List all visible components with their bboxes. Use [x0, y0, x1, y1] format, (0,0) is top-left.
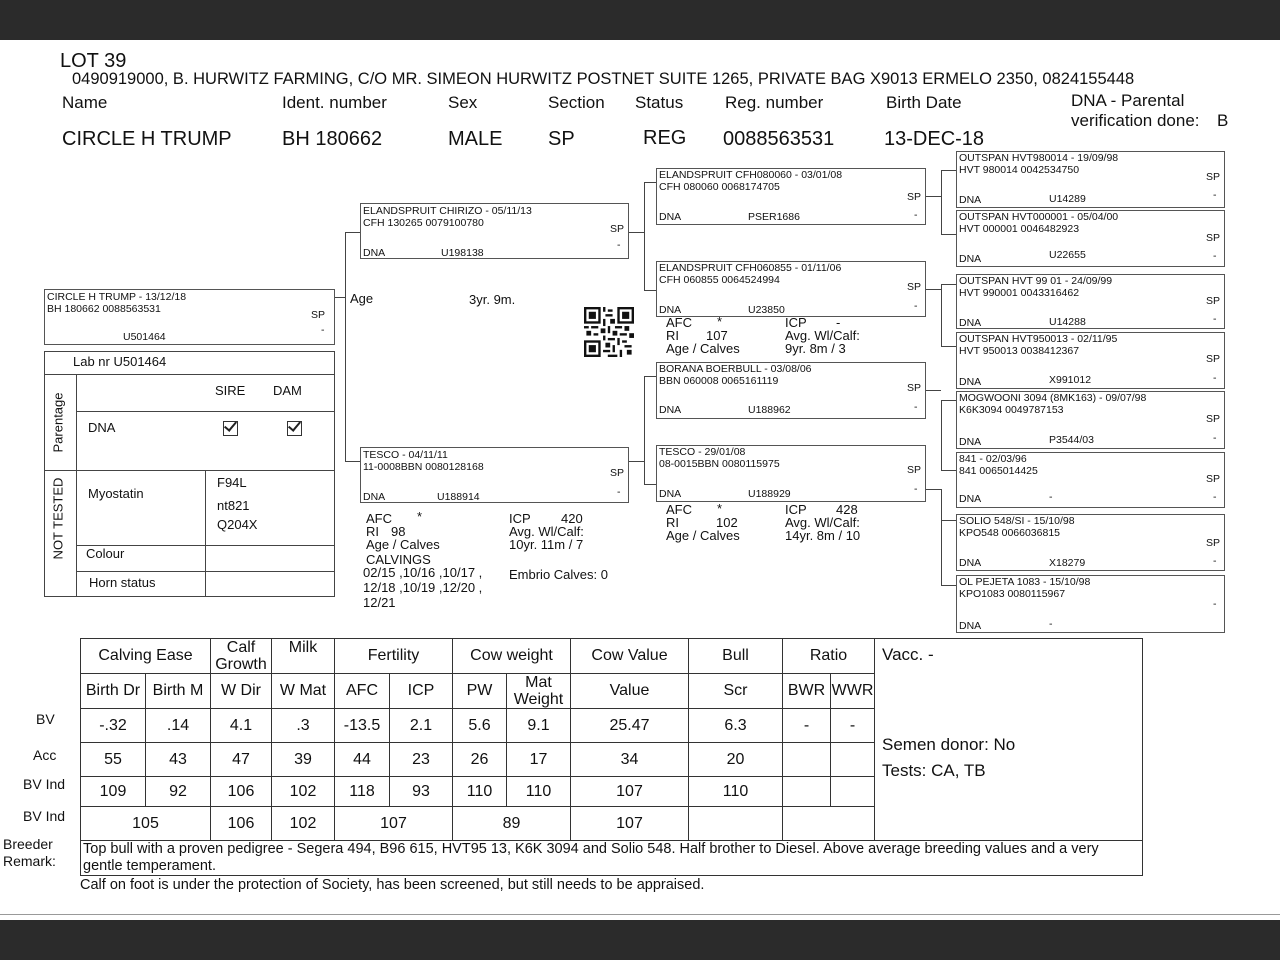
subject-code: U501464 — [123, 331, 166, 343]
ind2-cell — [783, 807, 875, 841]
ggp-code: U14288 — [1049, 316, 1086, 328]
lab-dam-label: DAM — [273, 383, 302, 398]
acc-cell: 43 — [146, 743, 211, 777]
dam-avg-value: 10yr. 11m / 7 — [509, 537, 584, 552]
ggp-code: P3544/03 — [1049, 434, 1094, 446]
age-label: Age — [350, 291, 374, 306]
gp2-afc-value: * — [717, 314, 723, 329]
ind2-cell: 107 — [571, 807, 689, 841]
ggp-sp: SP — [1206, 413, 1221, 425]
ind-cell: 107 — [571, 777, 689, 807]
bv-cell: 6.3 — [689, 709, 783, 743]
col-afc: AFC — [335, 674, 390, 709]
great-grandparent-box — [956, 452, 1225, 508]
dam-title: TESCO - 04/11/11 — [363, 449, 448, 461]
gp4-icp-label: ICP — [785, 502, 807, 517]
animal-reg: 0088563531 — [723, 128, 835, 150]
ggp-title: SOLIO 548/SI - 15/10/98 — [959, 515, 1075, 527]
ggp-dna: DNA — [959, 557, 982, 569]
ggp-sp: SP — [1206, 232, 1221, 244]
great-grandparent-box — [956, 210, 1225, 267]
dam-check-icon — [287, 421, 302, 441]
gp-dash: - — [914, 401, 918, 413]
colour-label: Colour — [86, 546, 125, 561]
subject-box — [44, 289, 335, 345]
sire-dna: DNA — [363, 247, 386, 259]
bv-cell: -.32 — [81, 709, 146, 743]
acc-cell: 39 — [272, 743, 335, 777]
dam-ri-value: 98 — [391, 524, 406, 539]
ggp-dash: - — [1213, 372, 1217, 384]
ggp-dash: - — [1213, 491, 1217, 503]
gp-dash: - — [914, 300, 918, 312]
gp-dna: DNA — [659, 211, 682, 223]
ind2-cell: 102 — [272, 807, 335, 841]
gp-title: BORANA BOERBULL - 03/08/06 — [659, 363, 812, 375]
ggp-sp: SP — [1206, 295, 1221, 307]
gp4-afc-label: AFC — [666, 502, 692, 517]
gp2-icp-label: ICP — [785, 315, 807, 330]
col-w-dir: W Dir — [211, 674, 272, 709]
acc-cell: 44 — [335, 743, 390, 777]
dam-avg-label: Avg. Wl/Calf: — [509, 524, 584, 539]
ggp-ids: HVT 000001 0046482923 — [959, 223, 1080, 235]
grandparent-box — [656, 261, 926, 317]
col-mat-weight: Mat Weight — [507, 674, 571, 709]
gp4-age-calves-label: Age / Calves — [666, 528, 740, 543]
ggp-ids: KPO1083 0080115967 — [959, 588, 1066, 600]
animal-section: SP — [548, 128, 575, 150]
header-dna-2: verification done: — [1071, 111, 1200, 130]
acc-cell: 17 — [507, 743, 571, 777]
dam-box — [360, 447, 629, 503]
ggp-sp: SP — [1206, 537, 1221, 549]
ggp-code: U22655 — [1049, 249, 1086, 261]
great-grandparent-box — [956, 332, 1225, 389]
bv-cell: - — [831, 709, 875, 743]
gp-title: ELANDSPRUIT CFH080060 - 03/01/08 — [659, 169, 843, 181]
gp2-age-calves-label: Age / Calves — [666, 341, 740, 356]
gp-sp: SP — [907, 191, 922, 203]
ind2-cell: 89 — [453, 807, 571, 841]
subject-sp: SP — [311, 309, 326, 321]
bv-cell: 4.1 — [211, 709, 272, 743]
bv-cell: 2.1 — [390, 709, 453, 743]
group-bull: Bull — [689, 639, 783, 674]
col-scr: Scr — [689, 674, 783, 709]
bv-cell: .14 — [146, 709, 211, 743]
col-birth-m: Birth M — [146, 674, 211, 709]
qr-code-icon — [582, 307, 636, 357]
bv-cell: -13.5 — [335, 709, 390, 743]
ggp-code: - — [1049, 491, 1053, 503]
grandparent-box — [656, 168, 926, 225]
gp2-icp-value: - — [836, 315, 841, 330]
col-birth-dr: Birth Dr — [81, 674, 146, 709]
ggp-ids: 841 0065014425 — [959, 465, 1038, 477]
header-ident: Ident. number — [282, 93, 387, 112]
col-value: Value — [571, 674, 689, 709]
dam-calvings-line: 02/15 ,10/16 ,10/17 , — [363, 565, 483, 580]
ggp-dna: DNA — [959, 317, 982, 329]
acc-cell: 47 — [211, 743, 272, 777]
group-cow-value: Cow Value — [571, 639, 689, 674]
subject-title: CIRCLE H TRUMP - 13/12/18 — [47, 291, 187, 303]
ggp-ids: K6K3094 0049787153 — [959, 404, 1064, 416]
sire-box — [360, 203, 629, 259]
breeder-label: Breeder — [3, 836, 53, 852]
ggp-dash: - — [1213, 189, 1217, 201]
sire-sp: SP — [610, 223, 625, 235]
dam-ri-label: RI — [366, 524, 379, 539]
ggp-sp: SP — [1206, 171, 1221, 183]
dam-sp: SP — [610, 467, 625, 479]
sire-code: U198138 — [441, 247, 484, 259]
bv-cell: 5.6 — [453, 709, 507, 743]
gp-code: U188962 — [748, 404, 791, 416]
footer-note: Calf on foot is under the protection of Society, has been screened, but still needs to be appraised. — [80, 877, 705, 893]
gp-code: U23850 — [748, 304, 785, 316]
group-cow-weight: Cow weight — [453, 639, 571, 674]
great-grandparent-box — [956, 575, 1225, 633]
animal-sex: MALE — [448, 128, 503, 150]
gp-dash: - — [914, 209, 918, 221]
great-grandparent-box — [956, 151, 1225, 208]
ggp-code: - — [1049, 618, 1053, 630]
subject-dash: - — [321, 324, 325, 336]
ggp-title: OUTSPAN HVT950013 - 02/11/95 — [959, 333, 1118, 345]
ind-cell: 118 — [335, 777, 390, 807]
vacc-text: Vacc. - — [882, 645, 934, 664]
gp-title: ELANDSPRUIT CFH060855 - 01/11/06 — [659, 262, 842, 274]
ggp-ids: HVT 990001 0043316462 — [959, 287, 1080, 299]
gp4-icp-value: 428 — [836, 502, 858, 517]
gp-ids: CFH 080060 0068174705 — [659, 181, 780, 193]
ggp-ids: HVT 950013 0038412367 — [959, 345, 1080, 357]
bv-cell: .3 — [272, 709, 335, 743]
sire-check-icon — [223, 421, 238, 441]
dam-dna: DNA — [363, 491, 386, 503]
header-name: Name — [62, 93, 108, 112]
ind-cell: 92 — [146, 777, 211, 807]
sire-dash: - — [617, 239, 621, 251]
header-dna-value: B — [1217, 111, 1229, 130]
vacc-cell — [875, 639, 1143, 841]
group-calf-growth: Calf Growth — [211, 639, 272, 674]
gp2-avg-value: 9yr. 8m / 3 — [785, 341, 846, 356]
myostatin-value: nt821 — [217, 498, 250, 513]
sire-title: ELANDSPRUIT CHIRIZO - 05/11/13 — [363, 205, 532, 217]
ggp-title: OUTSPAN HVT 99 01 - 24/09/99 — [959, 275, 1113, 287]
ggp-title: OL PEJETA 1083 - 15/10/98 — [959, 576, 1091, 588]
ind2-cell — [689, 807, 783, 841]
myostatin-value: Q204X — [217, 517, 258, 532]
gp-code: PSER1686 — [748, 211, 800, 223]
bottom-bar — [0, 920, 1280, 960]
dam-embrio-calves: Embrio Calves: 0 — [509, 567, 608, 582]
acc-cell — [783, 743, 831, 777]
ggp-ids: KPO548 0066036815 — [959, 527, 1061, 539]
header-sex: Sex — [448, 93, 478, 112]
ind2-cell: 105 — [81, 807, 211, 841]
breeding-values-table — [80, 638, 1143, 876]
group-calving-ease: Calving Ease — [81, 639, 211, 674]
ggp-title: MOGWOONI 3094 (8MK163) - 09/07/98 — [959, 392, 1147, 404]
ind-cell: 93 — [390, 777, 453, 807]
gp-dna: DNA — [659, 404, 682, 416]
dam-afc-value: * — [417, 509, 423, 524]
gp4-ri-value: 102 — [716, 515, 738, 530]
ind-cell: 110 — [453, 777, 507, 807]
ggp-title: 841 - 02/03/96 — [959, 453, 1027, 465]
ind-cell — [831, 777, 875, 807]
row-label-bv-ind: BV Ind — [23, 776, 66, 792]
gp-sp: SP — [907, 464, 922, 476]
header-status: Status — [635, 93, 684, 112]
gp-title: TESCO - 29/01/08 — [659, 446, 746, 458]
group-fertility: Fertility — [335, 639, 453, 674]
gp-ids: CFH 060855 0064524994 — [659, 274, 780, 286]
age-value: 3yr. 9m. — [469, 292, 516, 307]
parentage-label: Parentage — [50, 392, 66, 453]
acc-cell: 34 — [571, 743, 689, 777]
ggp-dash: - — [1213, 555, 1217, 567]
gp-sp: SP — [907, 281, 922, 293]
top-bar — [0, 0, 1280, 40]
row-label-acc: Acc — [33, 747, 57, 763]
acc-cell: 55 — [81, 743, 146, 777]
col-wwr: WWR — [831, 674, 875, 709]
grandparent-box — [656, 362, 926, 419]
ind-cell: 110 — [689, 777, 783, 807]
grandparent-box — [656, 445, 926, 502]
breeder-remark: Top bull with a proven pedigree - Segera 494, B96 615, HVT95 13, K6K 3094 and Solio 548. Half brother to Diesel. Above average breeding values and a very gentle temperament. — [81, 841, 1143, 876]
dam-calvings-label: CALVINGS — [366, 552, 431, 567]
acc-cell — [831, 743, 875, 777]
header-reg: Reg. number — [725, 93, 824, 112]
bv-cell: - — [783, 709, 831, 743]
tests-text: Tests: CA, TB — [882, 761, 986, 780]
acc-cell: 26 — [453, 743, 507, 777]
ggp-dna: DNA — [959, 253, 982, 265]
gp4-afc-value: * — [717, 501, 723, 516]
dam-code: U188914 — [437, 491, 480, 503]
row-label-bv: BV — [36, 711, 55, 727]
gp4-avg-label: Avg. Wl/Calf: — [785, 515, 860, 530]
gp-ids: 08-0015BBN 0080115975 — [659, 458, 780, 470]
col-bwr: BWR — [783, 674, 831, 709]
gp2-avg-label: Avg. Wl/Calf: — [785, 328, 860, 343]
ind2-cell: 106 — [211, 807, 272, 841]
bv-cell: 9.1 — [507, 709, 571, 743]
animal-ident: BH 180662 — [282, 128, 383, 150]
horn-status-label: Horn status — [89, 575, 156, 590]
ggp-dna: DNA — [959, 493, 982, 505]
dam-afc-label: AFC — [366, 511, 392, 526]
col-w-mat: W Mat — [272, 674, 335, 709]
ggp-ids: HVT 980014 0042534750 — [959, 164, 1080, 176]
remark-label: Remark: — [3, 853, 56, 869]
animal-status: REG — [643, 127, 687, 149]
dam-calvings-line: 12/18 ,10/19 ,12/20 , — [363, 580, 483, 595]
acc-cell: 20 — [689, 743, 783, 777]
semen-donor: Semen donor: No — [882, 735, 1016, 754]
ggp-dna: DNA — [959, 620, 982, 632]
gp2-afc-label: AFC — [666, 315, 692, 330]
animal-name: CIRCLE H TRUMP — [62, 128, 232, 150]
ggp-title: OUTSPAN HVT980014 - 19/09/98 — [959, 152, 1119, 164]
ggp-code: X18279 — [1049, 557, 1086, 569]
sire-ids: CFH 130265 0079100780 — [363, 217, 484, 229]
col-pw: PW — [453, 674, 507, 709]
ggp-dna: DNA — [959, 194, 982, 206]
subject-ids: BH 180662 0088563531 — [47, 303, 161, 315]
gp-dna: DNA — [659, 304, 682, 316]
group-ratio: Ratio — [783, 639, 875, 674]
header-birth: Birth Date — [886, 93, 962, 112]
not-tested-label: NOT TESTED — [50, 477, 66, 560]
ggp-dna: DNA — [959, 376, 982, 388]
dam-dash: - — [617, 486, 621, 498]
ggp-dna: DNA — [959, 436, 982, 448]
ggp-sp: SP — [1206, 473, 1221, 485]
dam-icp-label: ICP — [509, 511, 531, 526]
dam-age-calves-label: Age / Calves — [366, 537, 440, 552]
gp-dna: DNA — [659, 488, 682, 500]
ind-cell: 109 — [81, 777, 146, 807]
gp2-ri-value: 107 — [706, 328, 728, 343]
acc-cell: 23 — [390, 743, 453, 777]
myostatin-value: F94L — [217, 475, 247, 490]
row-label-bv-ind-2: BV Ind — [23, 808, 66, 824]
dam-ids: 11-0008BBN 0080128168 — [363, 461, 484, 473]
ggp-code: U14289 — [1049, 193, 1086, 205]
bv-cell: 25.47 — [571, 709, 689, 743]
lot-number: LOT 39 — [60, 50, 127, 72]
gp-dash: - — [914, 483, 918, 495]
animal-birth: 13-DEC-18 — [884, 128, 985, 150]
gp2-ri-label: RI — [666, 328, 679, 343]
gp-code: U188929 — [748, 488, 791, 500]
ggp-dash: - — [1213, 598, 1217, 610]
header-dna-1: DNA - Parental — [1071, 91, 1185, 110]
lab-sire-label: SIRE — [215, 383, 246, 398]
great-grandparent-box — [956, 274, 1225, 329]
ggp-dash: - — [1213, 432, 1217, 444]
col-icp: ICP — [390, 674, 453, 709]
gp4-ri-label: RI — [666, 515, 679, 530]
gp4-avg-value: 14yr. 8m / 10 — [785, 528, 861, 543]
owner-line: 0490919000, B. HURWITZ FARMING, C/O MR. SIMEON HURWITZ POSTNET SUITE 1265, PRIVATE BAG X9013 ERMELO 2350, 0824155448 — [72, 70, 1135, 88]
ind2-cell: 107 — [335, 807, 453, 841]
ind-cell: 102 — [272, 777, 335, 807]
ind-cell — [783, 777, 831, 807]
ggp-title: OUTSPAN HVT000001 - 05/04/00 — [959, 211, 1119, 223]
ind-cell: 106 — [211, 777, 272, 807]
gp-sp: SP — [907, 382, 922, 394]
dam-icp-value: 420 — [561, 511, 583, 526]
ind-cell: 110 — [507, 777, 571, 807]
ggp-sp: SP — [1206, 353, 1221, 365]
dam-calvings-line: 12/21 — [363, 595, 396, 610]
ggp-code: X991012 — [1049, 374, 1092, 386]
great-grandparent-box — [956, 391, 1225, 449]
great-grandparent-box — [956, 514, 1225, 571]
lab-number: Lab nr U501464 — [73, 354, 167, 369]
gp-ids: BBN 060008 0065161119 — [659, 375, 779, 387]
group-milk: Milk — [272, 639, 335, 674]
ggp-dash: - — [1213, 313, 1217, 325]
ggp-dash: - — [1213, 250, 1217, 262]
lab-dna-label: DNA — [88, 420, 116, 435]
myostatin-label: Myostatin — [88, 486, 144, 501]
header-section: Section — [548, 93, 605, 112]
